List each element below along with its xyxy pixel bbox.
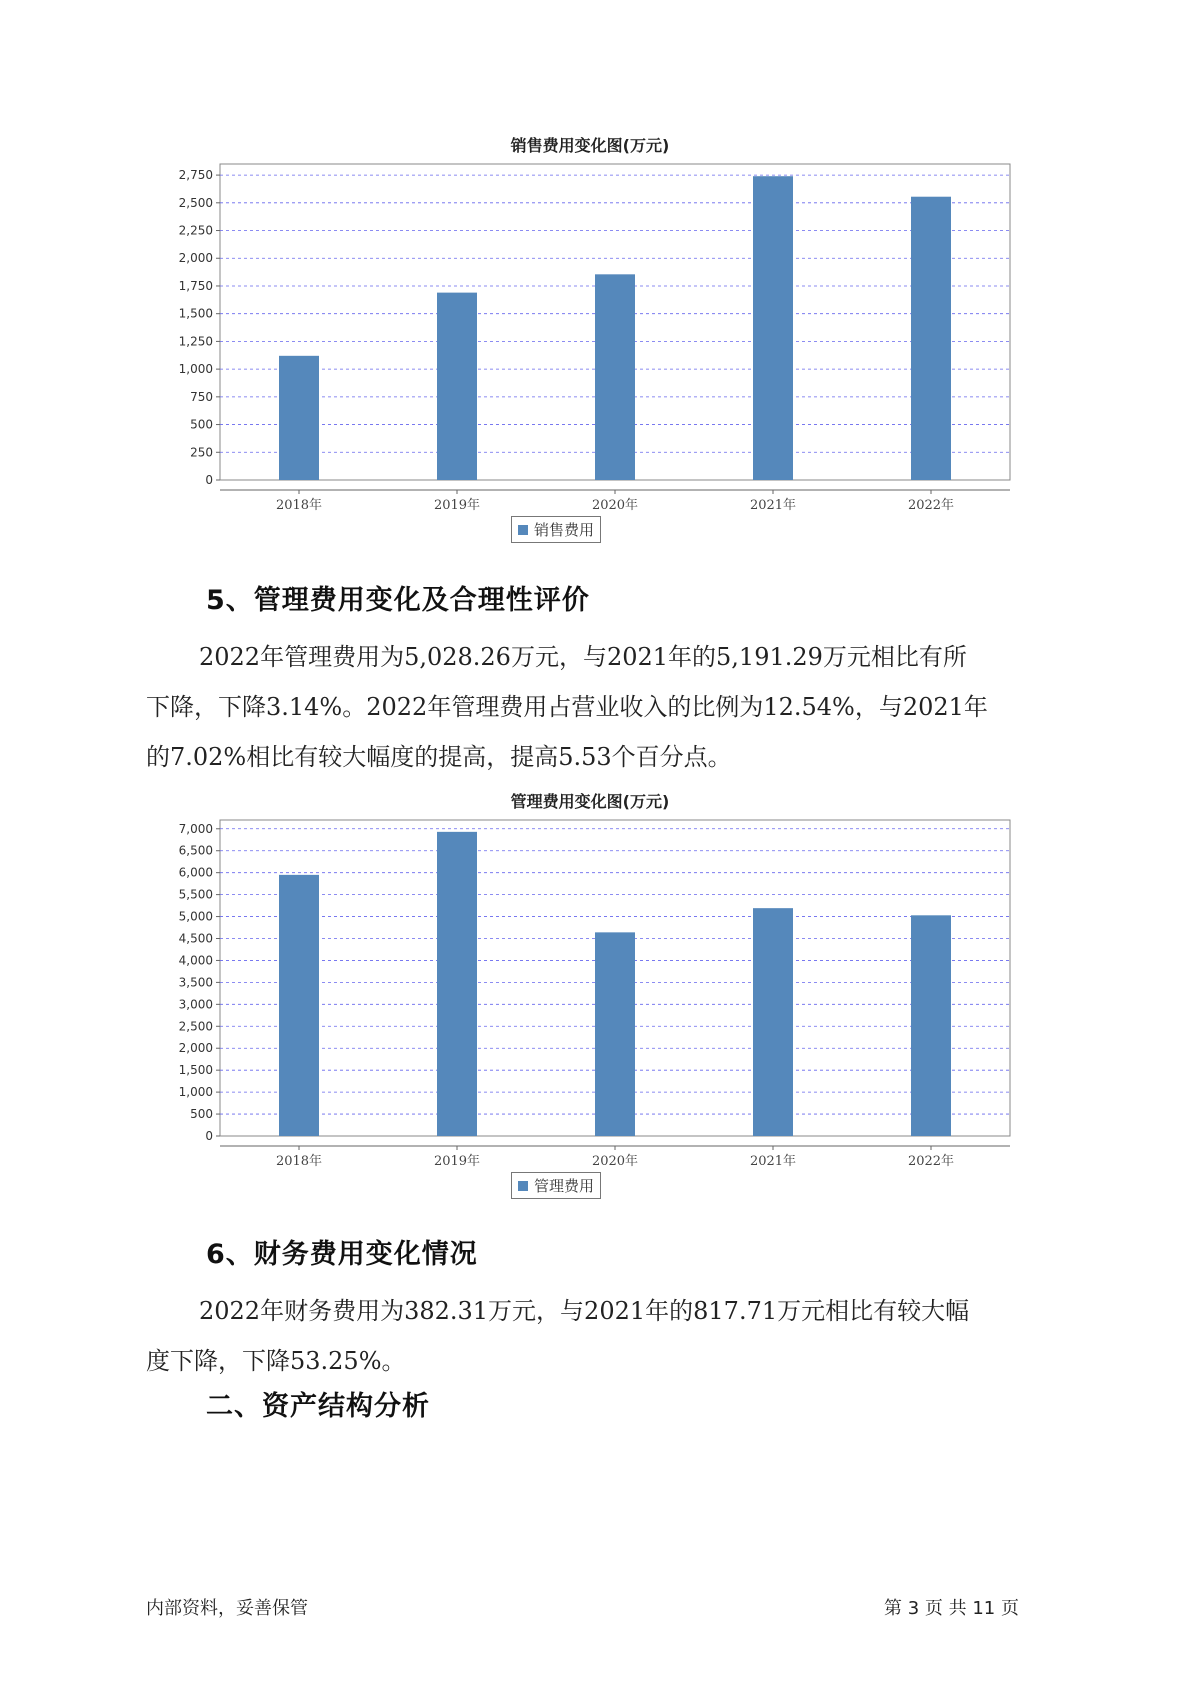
y-tick-label: 1,500 (178, 1063, 213, 1078)
paragraph-line: 下降，下降3.14%。2022年管理费用占营业收入的比例为12.54%，与2021年 (146, 693, 988, 721)
asset-structure-heading: 二、资产结构分析 (206, 1391, 430, 1422)
x-tick-label: 2018年 (275, 498, 323, 513)
bar (753, 908, 793, 1136)
y-tick-label: 4,500 (178, 931, 213, 946)
y-tick-label: 2,500 (178, 195, 213, 210)
footer-page-number: 第 3 页 共 11 页 (884, 1598, 1019, 1619)
legend-label: 管理费用 (534, 1177, 595, 1195)
y-tick-label: 2,000 (178, 251, 213, 266)
y-tick-label: 1,000 (178, 362, 213, 377)
x-tick-label: 2020年 (591, 1154, 639, 1169)
x-tick-label: 2019年 (433, 498, 481, 513)
sales-expense-chart-svg (150, 160, 1030, 550)
y-tick-label: 1,250 (178, 334, 213, 349)
bar (911, 915, 951, 1136)
footer-confidential: 内部资料，妥善保管 (146, 1598, 308, 1619)
x-tick-label: 2022年 (907, 498, 955, 513)
legend-swatch (518, 1181, 528, 1191)
y-tick-label: 4,000 (178, 953, 213, 968)
chart-legend (511, 516, 601, 543)
y-tick-label: 1,000 (178, 1085, 213, 1100)
bar (279, 356, 319, 480)
section-5-heading: 5、管理费用变化及合理性评价 (206, 585, 590, 616)
bar (595, 274, 635, 480)
x-tick-label: 2021年 (749, 1154, 797, 1169)
y-tick-label: 6,000 (178, 865, 213, 880)
x-tick-label: 2022年 (907, 1154, 955, 1169)
y-tick-label: 5,000 (178, 909, 213, 924)
y-tick-label: 0 (205, 473, 213, 487)
y-tick-label: 5,500 (178, 887, 213, 902)
paragraph-line: 2022年管理费用为5,028.26万元，与2021年的5,191.29万元相比有所 (199, 643, 967, 671)
y-tick-label: 2,250 (178, 223, 213, 238)
y-tick-label: 3,500 (178, 975, 213, 990)
y-tick-label: 2,500 (178, 1019, 213, 1034)
bar (595, 932, 635, 1136)
admin-expense-chart (150, 786, 1030, 1206)
y-tick-label: 0 (205, 1129, 213, 1143)
section-6-paragraph (146, 1286, 1046, 1386)
y-tick-label: 7,000 (178, 821, 213, 836)
paragraph-line: 2022年财务费用为382.31万元，与2021年的817.71万元相比有较大幅 (199, 1297, 970, 1325)
bar (437, 832, 477, 1136)
chart-title: 管理费用变化图(万元) (510, 792, 670, 811)
x-tick-label: 2020年 (591, 498, 639, 513)
y-tick-label: 500 (190, 1107, 213, 1122)
x-tick-label: 2021年 (749, 498, 797, 513)
legend-swatch (518, 525, 528, 535)
admin-expense-chart-svg (150, 816, 1030, 1206)
y-tick-label: 3,000 (178, 997, 213, 1012)
y-tick-label: 1,500 (178, 306, 213, 321)
section-6-heading: 6、财务费用变化情况 (206, 1239, 478, 1270)
x-tick-label: 2018年 (275, 1154, 323, 1169)
bar (911, 197, 951, 480)
chart-title: 销售费用变化图(万元) (510, 136, 670, 155)
legend-label: 销售费用 (534, 521, 595, 539)
y-tick-label: 2,750 (178, 168, 213, 183)
y-tick-label: 6,500 (178, 843, 213, 858)
sales-expense-chart (150, 130, 1030, 550)
section-5-paragraph (146, 632, 1046, 782)
y-tick-label: 750 (190, 389, 213, 404)
y-tick-label: 1,750 (178, 278, 213, 293)
y-tick-label: 2,000 (178, 1041, 213, 1056)
chart-legend (511, 1172, 601, 1199)
y-tick-label: 250 (190, 445, 213, 460)
bar (753, 176, 793, 480)
paragraph-line: 度下降，下降53.25%。 (146, 1347, 406, 1375)
bar (437, 293, 477, 480)
paragraph-line: 的7.02%相比有较大幅度的提高，提高5.53个百分点。 (146, 743, 732, 771)
x-tick-label: 2019年 (433, 1154, 481, 1169)
bar (279, 875, 319, 1136)
y-tick-label: 500 (190, 417, 213, 432)
